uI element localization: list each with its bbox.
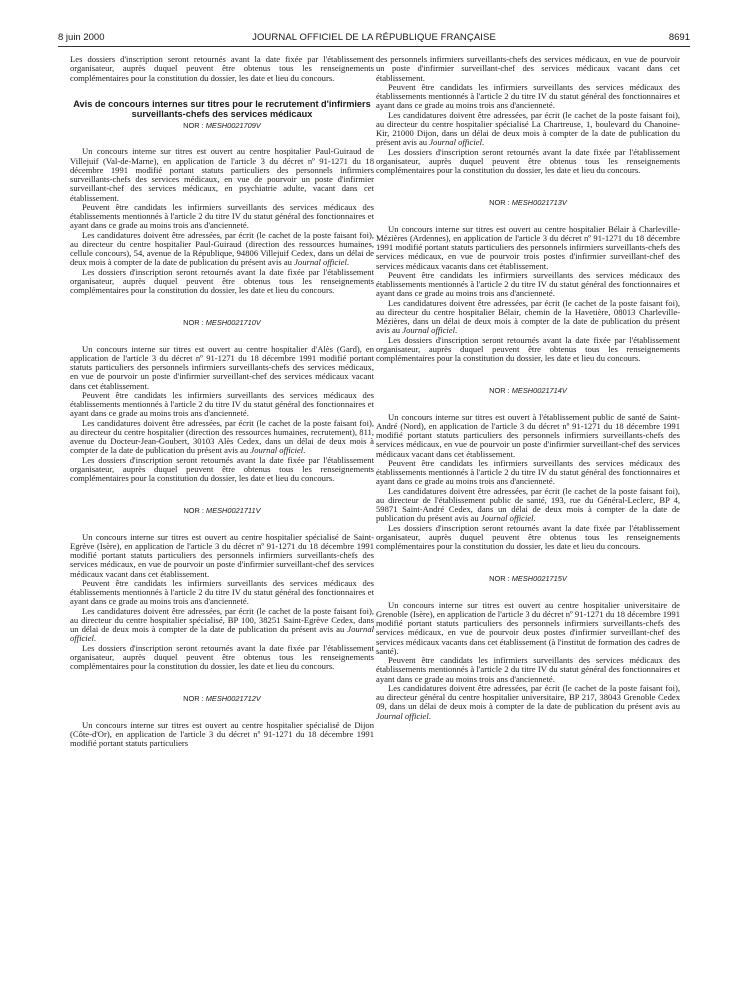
nor-label: NOR : [489,574,510,584]
paragraph: Les dossiers d'inscription seront retournés avant la date fixée par l'établissement organisateur, auprès duquel peuvent être obtenus tous les renseignements complémentaires pour la constitution du dossier, les date et lieu du concours. [70,54,374,83]
paragraph: Les dossiers d'inscription seront retournés avant la date fixée par l'établissement organisateur, auprès duquel peuvent être obtenus tous les renseignements complémentaires pour la constitution du dossier, les date et lieu du concours. [376,334,680,363]
paragraph: Les candidatures doivent être adressées, par écrit (le cachet de la poste faisant foi), au directeur du centre hospitalier (direction des ressources humaines, recrutement), 811, avenue du Docteur-Jean-Goubert, 30103 Alès Cedex, dans un délai de deux mois à compter de la date de publication du présent avis au Journal officiel. [70,417,374,456]
nor-reference [376,574,680,583]
nor-label: NOR : [183,318,204,328]
paragraph: Les dossiers d'inscription seront retournés avant la date fixée par l'établissement organisateur, auprès duquel peuvent être obtenus tous les renseignements complémentaires pour la constitution du dossier, les date et lieu du concours. [376,522,680,551]
page-number: 8691 [668,32,690,43]
paragraph: des personnels infirmiers surveillants-chefs des services médicaux, en vue de pourvoir un poste d'infirmier surveillant-chef des services médicaux vacant dans cet établissement. [376,54,680,83]
paragraph: Les dossiers d'inscription seront retournés avant la date fixée par l'établissement organisateur, auprès duquel peuvent être obtenus tous les renseignements complémentaires pour la constitution du dossier, les date et lieu du concours. [70,454,374,484]
nor-reference [376,386,680,395]
journal-name: Journal officiel [376,710,429,721]
nor-label: NOR : [183,694,204,704]
avis-title: Avis de concours internes sur titres pour le recrutement d'infirmiers surveillants-chefs des services médicaux [73,98,371,119]
nor-label: NOR : [489,198,510,208]
paragraph: Les dossiers d'inscription seront retournés avant la date fixée par l'établissement organisateur, auprès duquel peuvent être obtenus tous les renseignements complémentaires pour la constitution du dossier, les date et lieu du concours. [70,266,374,296]
paragraph: Peuvent être candidats les infirmiers surveillants des services médicaux des établissements mentionnés à l'article 2 du titre IV du statut général des fonctionnaires et ayant dans ce grade au moins trois ans d'ancienneté. [70,577,374,607]
paragraph: Peuvent être candidats les infirmiers surveillants des services médicaux des établissements mentionnés à l'article 2 du titre IV du statut général des fonctionnaires et ayant dans ce grade au moins trois ans d'ancienneté. [376,457,680,487]
paragraph: Peuvent être candidats les infirmiers surveillants des services médicaux des établissements mentionnés à l'article 2 du titre IV du statut général des fonctionnaires et ayant dans ce grade au moins trois ans d'ancienneté. [376,269,680,299]
paragraph: Peuvent être candidats les infirmiers surveillants des services médicaux des établissements mentionnés à l'article 2 du titre IV du statut général des fonctionnaires et ayant dans ce grade au moins trois ans d'ancienneté. [376,81,680,111]
paragraph: Un concours interne sur titres est ouvert au centre hospitalier universitaire de Grenoble (Isère), en application de l'article 3 du décret nº 91-1271 du 18 décembre 1991 modifié portant statuts particuliers des personnels infirmiers surveillants-chefs des services médicaux, en vue de pourvoir deux postes d'infirmier surveillant-chef des services médicaux vacants dans cet établissement (à l'institut de formation des cadres de santé). [376,599,680,656]
journal-name: Journal officiel [294,257,347,268]
nor-code: MESH0021712V [205,694,261,704]
journal-name: Journal officiel [70,624,374,644]
paragraph: Peuvent être candidats les infirmiers surveillants des services médicaux des établissements mentionnés à l'article 2 du titre IV du statut général des fonctionnaires et ayant dans ce grade au moins trois ans d'ancienneté. [70,201,374,231]
nor-label: NOR : [183,506,204,516]
nor-code: MESH0021711V [206,506,261,516]
left-column [70,55,374,748]
right-column [376,55,680,721]
journal-title: JOURNAL OFFICIEL DE LA RÉPUBLIQUE FRANÇAISE [252,32,496,43]
nor-reference [70,694,374,703]
paragraph: Les candidatures doivent être adressées, par écrit (le cachet de la poste faisant foi), au directeur de l'établissement public de santé, 193, rue du Général-Leclerc, BP 4, 59871 Saint-André Cedex, dans un délai de deux mois à compter de la date de publication du présent avis au Journal officiel. [376,485,680,524]
paragraph: Un concours interne sur titres est ouvert au centre hospitalier Paul-Guiraud de Villejuif (Val-de-Marne), en application de l'article 3 du décret nº 91-1271 du 18 décembre 1991 modifié portant statuts particuliers des personnels infirmiers surveillants-chefs des services médicaux, en vue de pourvoir un poste d'infirmier surveillant-chef des services médicaux, en psychiatrie adulte, vacant dans cet établissement. [70,146,374,203]
journal-name: Journal officiel [402,325,456,336]
nor-code: MESH0021714V [511,386,567,396]
nor-reference [70,506,374,515]
paragraph: Les candidatures doivent être adressées, par écrit (le cachet de la poste faisant foi), au directeur du centre hospitalier spécialisé La Chartreuse, 1, boulevard du Chanoine-Kir, 21000 Dijon, dans un délai de deux mois à compter de la date de publication du présent avis au Journal officiel. [376,109,680,148]
nor-reference [70,318,374,327]
nor-label: NOR : [489,386,510,396]
nor-code: MESH0021715V [511,574,567,584]
nor-code: MESH0021713V [511,198,567,208]
paragraph: Un concours interne sur titres est ouvert à l'établissement public de santé de Saint-André (Nord), en application de l'article 3 du décret nº 91-1271 du 18 décembre 1991 modifié portant statuts particuliers des personnels infirmiers surveillants-chefs des services médicaux, en vue de pourvoir un poste d'infirmier surveillant-chef des services médicaux vacant dans cet établissement. [376,411,680,459]
header-rule [58,46,690,47]
nor-code: MESH0021709V [205,121,261,131]
issue-date: 8 juin 2000 [58,32,105,43]
paragraph: Les candidatures doivent être adressées, par écrit (le cachet de la poste faisant foi), au directeur général du centre hospitalier universitaire, BP 217, 38043 Grenoble Cedex 09, dans un délai de deux mois à compter de la date de publication du présent avis au Journal officiel. [376,682,680,721]
journal-name: Journal officiel [250,445,304,456]
nor-label: NOR : [183,121,204,131]
journal-name: Journal officiel [429,137,482,148]
paragraph: Un concours interne sur titres est ouvert au centre hospitalier spécialisé de Dijon (Côte-d'Or), en application de l'article 3 du décret nº 91-1271 du 18 décembre 1991 modifié portant statuts particuliers [70,719,374,749]
paragraph: Les dossiers d'inscription seront retournés avant la date fixée par l'établissement organisateur, auprès duquel peuvent être obtenus tous les renseignements complémentaires pour la constitution du dossier, les date et lieu du concours. [376,146,680,175]
paragraph: Les dossiers d'inscription seront retournés avant la date fixée par l'établissement organisateur, auprès duquel peuvent être obtenus tous les renseignements complémentaires pour la constitution du dossier, les date et lieu du concours. [70,642,374,672]
nor-code: MESH0021710V [205,318,261,328]
paragraph: Un concours interne sur titres est ouvert au centre hospitalier spécialisé de Saint-Egrève (Isère), en application de l'article 3 du décret nº 91-1271 du 18 décembre 1991 modifié portant statuts particuliers des personnels infirmiers surveillants-chefs des services médicaux, en vue de pourvoir un poste d'infirmier surveillant-chef des services médicaux vacant dans cet établissement. [70,531,374,579]
nor-reference [376,198,680,207]
paragraph: Les candidatures doivent être adressées, par écrit (le cachet de la poste faisant foi), au directeur du centre hospitalier spécialisé, BP 100, 38251 Saint-Egrève Cedex, dans un délai de deux mois à compter de la date de publication du présent avis au Journal officiel. [70,605,374,644]
paragraph: Un concours interne sur titres est ouvert au centre hospitalier Bélair à Charleville-Mézières (Ardennes), en application de l'article 3 du décret nº 91-1271 du 18 décembre 1991 modifié portant statuts particuliers des personnels infirmiers surveillants-chefs des services médicaux, en vue de pourvoir trois postes d'infirmier surveillant-chef des services médicaux vacants dans cet établissement. [376,223,680,271]
journal-name: Journal officiel [480,513,534,524]
paragraph: Les candidatures doivent être adressées, par écrit (le cachet de la poste faisant foi), au directeur du centre hospitalier Paul-Guiraud (direction des ressources humaines, cellule concours), 54, avenue de la République, 94806 Villejuif Cedex, dans un délai de deux mois à compter de la date de publication du présent avis au Journal officiel. [70,229,374,268]
paragraph: Les candidatures doivent être adressées, par écrit (le cachet de la poste faisant foi), au directeur du centre hospitalier Bélair, chemin de la Havetière, 08013 Charleville-Mézières, dans un délai de deux mois à compter de la date de publication du présent avis au Journal officiel. [376,297,680,336]
paragraph: Peuvent être candidats les infirmiers surveillants des services médicaux des établissements mentionnés à l'article 2 du titre IV du statut général des fonctionnaires et ayant dans ce grade au moins trois ans d'ancienneté. [376,655,680,684]
paragraph: Peuvent être candidats les infirmiers surveillants des services médicaux des établissements mentionnés à l'article 2 du titre IV du statut général des fonctionnaires et ayant dans ce grade au moins trois ans d'ancienneté. [70,389,374,419]
nor-reference [70,121,374,130]
page-header [58,32,690,50]
paragraph: Un concours interne sur titres est ouvert au centre hospitalier d'Alès (Gard), en application de l'article 3 du décret nº 91-1271 du 18 décembre 1991 modifié portant statuts particuliers des personnels infirmiers surveillants-chefs des services médicaux, en vue de pourvoir un poste d'infirmier surveillant-chef des services médicaux vacant dans cet établissement. [70,343,374,391]
